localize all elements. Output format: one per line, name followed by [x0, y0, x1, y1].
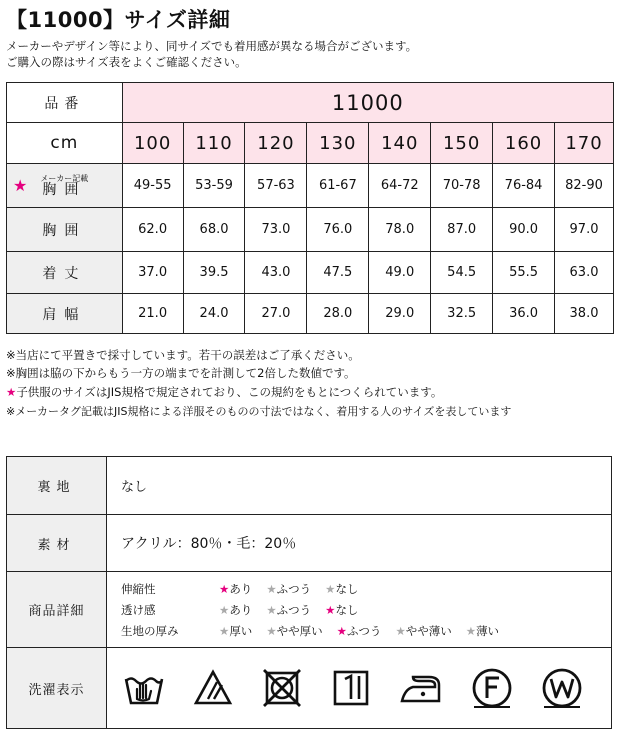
detail-label: 生地の厚み	[121, 623, 179, 638]
star-icon: ★	[219, 602, 230, 617]
details-label: 商品詳細	[7, 572, 107, 648]
note-text: メーカータグ記載はJIS規格による洋服そのものの寸法ではなく、着用する人のサイズを表しています	[15, 405, 512, 418]
detail-option-text: あり	[229, 602, 253, 617]
maker-row	[7, 164, 614, 208]
value-cell: 97.0	[555, 208, 614, 252]
value-cell: 27.0	[245, 294, 307, 334]
star-icon: ★	[219, 581, 230, 596]
size-cell: 170	[555, 123, 614, 164]
value-cell: 55.5	[493, 252, 555, 294]
detail-label: 伸縮性	[121, 581, 156, 596]
detail-option-text: 厚い	[229, 623, 253, 638]
value-cell: 38.0	[555, 294, 614, 334]
detail-option	[466, 623, 499, 639]
row-label: 着丈	[7, 252, 123, 294]
note-text: 子供服のサイズはJIS規格で規定されており、この規約をもとにつくられています。	[16, 385, 443, 399]
row-label: 肩幅	[7, 294, 123, 334]
detail-label: 透け感	[121, 602, 156, 617]
details-cell	[107, 572, 612, 648]
detail-option-text: ふつう	[346, 623, 382, 638]
maker-label-cell	[7, 164, 123, 208]
wash-row	[7, 648, 612, 729]
value-cell: 87.0	[431, 208, 493, 252]
detail-option	[219, 623, 252, 639]
dry-clean-f-icon	[471, 667, 513, 709]
cm-label: cm	[7, 123, 123, 164]
row-label: 胸囲	[7, 208, 123, 252]
detail-option	[219, 581, 252, 597]
size-header-row	[7, 123, 614, 164]
maker-star-icon: ★	[13, 176, 28, 195]
detail-option-text: やや薄い	[405, 623, 452, 638]
intro-line-1: メーカーやデザイン等により、同サイズでも着用感が異なる場合がございます。	[6, 39, 418, 53]
value-cell: 39.5	[183, 252, 245, 294]
hand-wash-icon	[123, 667, 165, 709]
material-label: 素材	[7, 515, 107, 572]
value-cell: 76.0	[307, 208, 369, 252]
detail-option-text: やや厚い	[276, 623, 323, 638]
detail-option-text: ふつう	[276, 581, 312, 596]
detail-row	[121, 599, 611, 620]
note-line	[6, 403, 511, 419]
details-row	[7, 572, 612, 648]
details-list	[121, 578, 611, 641]
material-row	[7, 515, 612, 572]
detail-option	[266, 581, 311, 597]
maker-cell: 82-90	[555, 164, 614, 208]
maker-cell: 49-55	[122, 164, 183, 208]
detail-option-text: なし	[335, 602, 359, 617]
lining-row	[7, 457, 612, 515]
size-table	[6, 82, 614, 334]
note-star-icon: ★	[6, 385, 17, 399]
value-cell: 90.0	[493, 208, 555, 252]
size-cell: 140	[369, 123, 431, 164]
size-cell: 150	[431, 123, 493, 164]
note-prefix: ※	[6, 405, 16, 418]
wash-cell	[107, 648, 612, 729]
value-cell: 32.5	[431, 294, 493, 334]
size-cell: 120	[245, 123, 307, 164]
line-dry-icon	[331, 667, 371, 709]
page-title: 【11000】サイズ詳細	[6, 8, 231, 32]
note-text: 当店にて平置きで採寸しています。若干の誤差はご了承ください。	[15, 348, 360, 362]
star-icon: ★	[266, 581, 277, 596]
wet-clean-w-icon	[541, 667, 583, 709]
detail-option	[325, 581, 358, 597]
maker-cell: 57-63	[245, 164, 307, 208]
low-iron-icon	[399, 667, 443, 709]
lining-value: なし	[107, 457, 612, 515]
value-cell: 37.0	[122, 252, 183, 294]
size-cell: 160	[493, 123, 555, 164]
maker-cell: 64-72	[369, 164, 431, 208]
material-value: アクリル：80％・毛：20％	[107, 515, 612, 572]
star-icon: ★	[266, 623, 277, 638]
maker-cell: 53-59	[183, 164, 245, 208]
star-icon: ★	[465, 623, 477, 638]
star-icon: ★	[219, 623, 230, 638]
detail-option	[219, 602, 252, 618]
detail-option	[325, 602, 358, 618]
star-icon: ★	[336, 623, 347, 638]
note-text: 胸囲は脇の下からもう一方の端までを計測して2倍した数値です。	[15, 366, 356, 380]
detail-row	[121, 620, 611, 641]
detail-option-text: 薄い	[476, 623, 500, 638]
value-cell: 63.0	[555, 252, 614, 294]
maker-cell: 76-84	[493, 164, 555, 208]
detail-option	[337, 623, 382, 639]
maker-cell: 61-67	[307, 164, 369, 208]
hinban-value: 11000	[122, 83, 613, 123]
intro-line-2: ご購入の際はサイズ表をよくご確認ください。	[6, 55, 247, 69]
note-prefix: ※	[6, 348, 16, 362]
material-table	[6, 456, 612, 729]
value-cell: 21.0	[122, 294, 183, 334]
note-prefix: ※	[6, 366, 16, 380]
detail-option	[266, 623, 322, 639]
value-cell: 24.0	[183, 294, 245, 334]
value-cell: 49.0	[369, 252, 431, 294]
note-line	[6, 347, 360, 363]
measure-row	[7, 294, 614, 334]
detail-option-text: あり	[229, 581, 253, 596]
value-cell: 68.0	[183, 208, 245, 252]
size-cell: 110	[183, 123, 245, 164]
hinban-label: 品番	[7, 83, 123, 123]
size-cell: 100	[122, 123, 183, 164]
value-cell: 73.0	[245, 208, 307, 252]
detail-option-text: ふつう	[276, 602, 312, 617]
maker-main-label: 胸囲	[42, 181, 87, 198]
star-icon: ★	[325, 581, 336, 596]
no-tumble-dry-icon	[261, 667, 303, 709]
wash-label: 洗濯表示	[7, 648, 107, 729]
size-cell: 130	[307, 123, 369, 164]
value-cell: 43.0	[245, 252, 307, 294]
star-icon: ★	[325, 602, 336, 617]
star-icon: ★	[266, 602, 277, 617]
care-icons	[107, 667, 611, 709]
maker-cell: 70-78	[431, 164, 493, 208]
value-cell: 78.0	[369, 208, 431, 252]
star-icon: ★	[395, 623, 406, 638]
note-line	[6, 384, 442, 400]
value-cell: 62.0	[122, 208, 183, 252]
detail-row	[121, 578, 611, 599]
measure-row	[7, 252, 614, 294]
bleach-ok-icon	[193, 667, 233, 709]
detail-option	[395, 623, 451, 639]
measure-row	[7, 208, 614, 252]
lining-label: 裏地	[7, 457, 107, 515]
detail-option	[266, 602, 311, 618]
detail-option-text: なし	[335, 581, 359, 596]
value-cell: 29.0	[369, 294, 431, 334]
value-cell: 36.0	[493, 294, 555, 334]
note-line	[6, 365, 356, 381]
value-cell: 28.0	[307, 294, 369, 334]
value-cell: 54.5	[431, 252, 493, 294]
value-cell: 47.5	[307, 252, 369, 294]
maker-small-label: メーカー記載	[40, 173, 89, 183]
